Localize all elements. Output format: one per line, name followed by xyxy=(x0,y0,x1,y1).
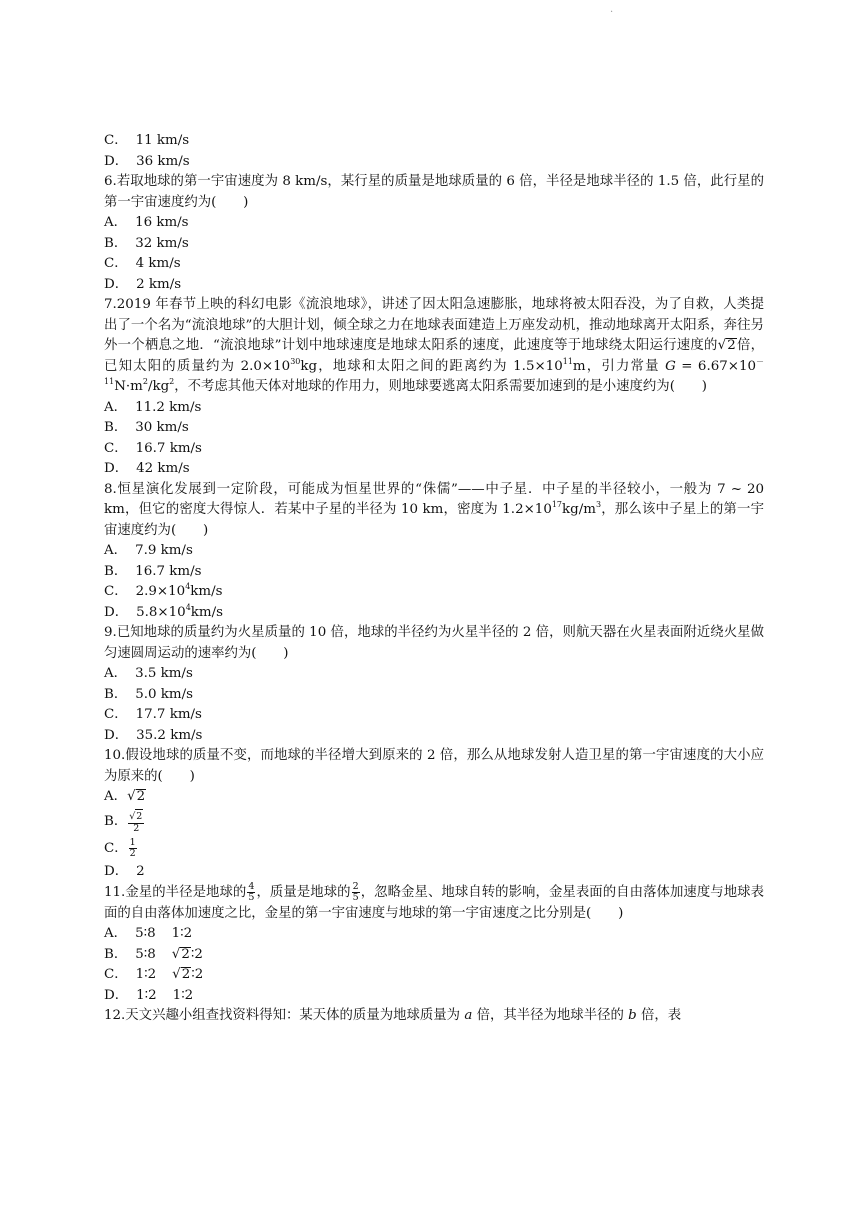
q6-option-c: C． 4 km/s xyxy=(104,256,181,271)
q9-option-d: D． 35.2 km/s xyxy=(104,727,203,743)
q8-option-b: B． 16.7 km/s xyxy=(104,563,202,579)
q7-option-d: D． 42 km/s xyxy=(104,461,190,476)
q11-option-d: D． 1∶2 1∶2 xyxy=(104,987,194,1003)
q9-stem: 9.已知地球的质量约为火星质量的 10 倍，地球的半径约为火星半径的 2 倍，则航天器在火星表面附近绕火星做匀速圆周运动的速率约为( ) xyxy=(104,625,764,661)
q7-option-b: B． 30 km/s xyxy=(104,420,189,435)
fraction: $\frac{4}{5}$ xyxy=(248,881,255,903)
q7-option-c: C． 16.7 km/s xyxy=(104,440,202,456)
q7-option-a: A． 11.2 km/s xyxy=(104,399,202,415)
q11-option-c: C． 1∶2 √2∶2 xyxy=(104,965,764,986)
q8-option-a: A． 7.9 km/s xyxy=(104,543,193,558)
q8-option-d: D． $5.8\times 10^4km/s$ xyxy=(104,602,223,620)
q6-stem: 6.若取地球的第一宇宙速度为 8 km/s，某行星的质量是地球质量的 6 倍，半径是地球半径的 1.5 倍，此行星的第一宇宙速度约为( ) xyxy=(104,174,764,210)
q10-stem: 10.假设地球的质量不变，而地球的半径增大到原来的 2 倍，那么从地球发射人造卫星的第一宇宙速度的大小应为原来的( ) xyxy=(104,748,764,784)
sqrt-symbol: √2 xyxy=(127,789,146,804)
q6-option-a: A． 16 km/s xyxy=(104,215,189,230)
q9-option-b: B． 5.0 km/s xyxy=(104,686,193,702)
q10-option-c: C． $\frac{1}{2}$ xyxy=(104,836,136,859)
q12-stem: 12.天文兴趣小组查找资料得知：某天体的质量为地球质量为 a 倍，其半径为地球半径的 b 倍，表 xyxy=(104,1008,682,1023)
sqrt-symbol: √2 xyxy=(717,338,736,353)
q5-option-d: D． 36 km/s xyxy=(104,153,190,169)
q8-option-c: C． $2.9\times 10^4km/s$ xyxy=(104,582,223,599)
sqrt-symbol: √2 xyxy=(171,946,190,962)
q11-option-a: A． 5∶8 1∶2 xyxy=(104,926,193,941)
fraction: $\frac{2}{5}$ xyxy=(352,881,359,903)
exam-page xyxy=(104,131,764,1027)
q9-option-c: C． 17.7 km/s xyxy=(104,707,202,722)
q7-stem: 7.2019 年春节上映的科幻电影《流浪地球》，讲述了因太阳急速膨胀，地球将被太阳吞没，为了自救，人类提出了一个名为“流浪地球”的大胆计划，倾全球之力在地球表面建造上万座发动机，推动地球离开太阳系，奔往另外一个栖息之地．“流浪地球”计划中地球速度是地球太阳系的速度，此速度等于地球绕太阳运行速度的√2倍，已知太阳的质量约为 $2.0\times 10^{30}kg$，地球和太阳之间的距离约为 $1.5\times 10^{11}m$，引力常量 $G = 6.67\times 10^{-11}N\cdot m^2/kg^2$，不考虑其他天体对地球的作用力，则地球要逃离太阳系需要加速到的是小速度约为( ) xyxy=(104,297,765,394)
sqrt-symbol: √2 xyxy=(172,967,191,982)
q10-option-d: D． 2 xyxy=(104,863,145,879)
q5-option-c: C． 11 km/s xyxy=(104,133,190,148)
q6-option-b: B． 32 km/s xyxy=(104,235,189,251)
q6-option-d: D． 2 km/s xyxy=(104,276,182,292)
q9-option-a: A． 3.5 km/s xyxy=(104,666,193,681)
q11-option-b: B． 5∶8 √2∶2 xyxy=(104,945,764,966)
fraction: $\frac{1}{2}$ xyxy=(129,836,136,859)
page-mark: . xyxy=(610,4,614,15)
q11-stem: 11.金星的半径是地球的 $\frac{4}{5}$ ，质量是地球的 $\frac{2}{5}$ ，忽略金星、地球自转的影响，金星表面的自由落体加速度与地球表面的自由落体加速度之比，金星的第一宇宙速度与地球的第一宇宙速度之比分别是( ) xyxy=(104,881,765,921)
q8-stem: 8.恒星演化发展到一定阶段，可能成为恒星世界的“侏儒”——中子星．中子星的半径较小，一般为 7 ~ 20 km，但它的密度大得惊人．若某中子星的半径为 10 km，密度为 $1.2\times 10^{17}kg/m^3$，那么该中子星上的第一宇宙速度约为( ) xyxy=(104,481,764,538)
fraction: $\frac{√2}{2}$ xyxy=(129,810,143,834)
q10-option-a: A．√2 xyxy=(104,787,764,808)
q10-option-b: B． $\frac{√2}{2}$ xyxy=(104,810,143,834)
